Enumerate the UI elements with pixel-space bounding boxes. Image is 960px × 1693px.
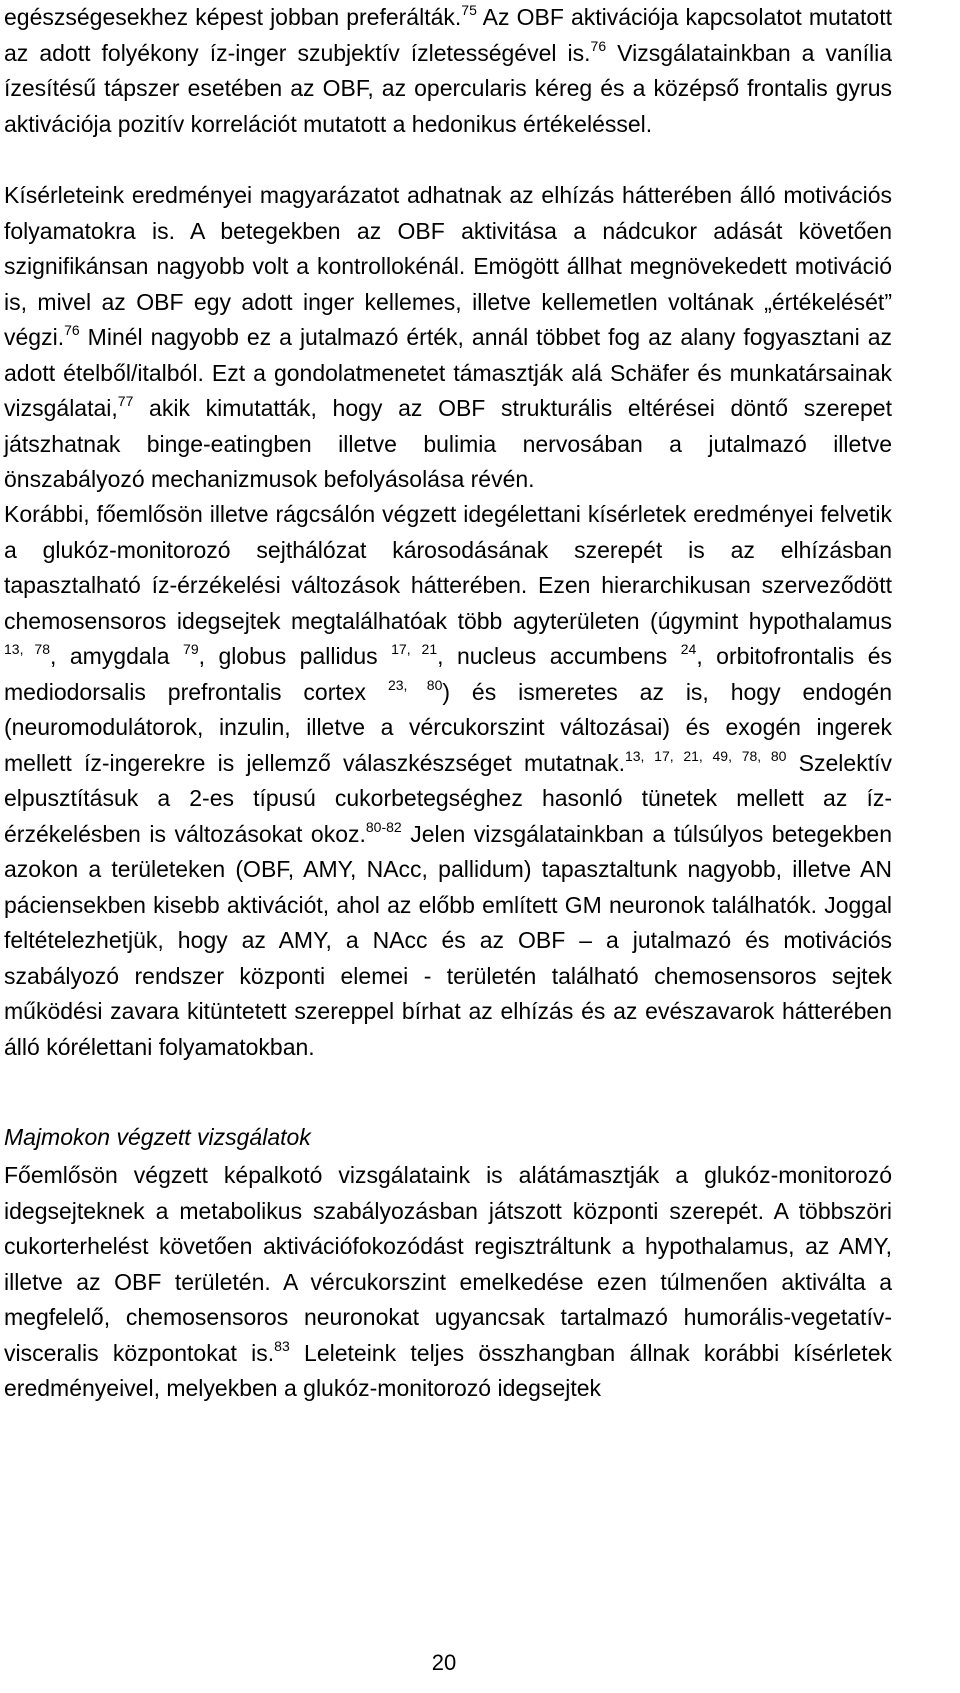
paragraph-3-text-8: Jelen vizsgálatainkban a túlsúlyos betegekben azokon a területeken (OBF, AMY, NAcc, pallidum) tapasztaltunk nagyobb, illetve AN páciensekben kisebb aktivációt, ahol az előbb említett GM neuronok találhatók. Joggal feltételezhetjük, hogy az AMY, a NAcc és az OBF – a jutalmazó és motivációs szabályozó rendszer központi elemei - területén található chemosensoros sejtek működési zavara kitüntetett szereppel bírhat az elhízás és az evészavarok hátterében álló kórélettani folyamatokban. — [4, 820, 892, 1060]
reference-multi: 13, 17, 21, 49, 78, 80 — [624, 747, 787, 764]
paragraph-1-text-2: Az OBF aktivációja kapcsolatot mutatott az adott folyékony íz-inger szubjektív ízletességével is. — [4, 4, 892, 66]
paragraph-1 — [4, 0, 892, 142]
paragraph-1-text-3: Vizsgálatainkban a vanília ízesítésű tápszer esetében az OBF, az opercularis kéreg és a középső frontalis gyrus aktivációja pozitív korrelációt mutatott a hedonikus értékeléssel. — [4, 39, 892, 137]
paragraph-4-text-2: Leleteink teljes összhangban állnak korábbi kísérletek eredményeivel, melyekben a glukóz-monitorozó idegsejtek — [4, 1339, 892, 1401]
paragraph-1-text-1: egészségesekhez képest jobban preferálták. — [4, 4, 462, 30]
reference-80-82: 80-82 — [365, 818, 402, 835]
paragraph-3-text-1: Korábbi, főemlősön illetve rágcsálón végzett idegélettani kísérletek eredményei felvetik a glukóz-monitorozó sejthálózat károsodásának szerepét is az elhízásban tapasztalható íz-érzékelési változások hátterében. Ezen hierarchikusan szerveződött chemosensoros idegsejtek megtalálhatóak több agyterületen (úgymint hypothalamus — [4, 501, 892, 634]
reference-76: 76 — [590, 37, 607, 54]
paragraph-3-text-6: ) és ismeretes az is, hogy endogén (neuromodulátorok, inzulin, illetve a vércukorszint változásai) és exogén ingerek mellett íz-ingerekre is jellemző válaszkészséget mutatnak. — [4, 678, 892, 776]
section-heading: Majmokon végzett vizsgálatok — [4, 1124, 311, 1150]
paragraph-4-text-1: Főemlősön végzett képalkotó vizsgálataink is alátámasztják a glukóz-monitorozó idegsejteknek a metabolikus szabályozásban játszott központi szerepét. A többszöri cukorterhelést követően aktivációfokozódást regisztráltunk a hypothalamus, az AMY, illetve az OBF területén. A vércukorszint emelkedése ezen túlmenően aktiválta a megfelelő, chemosensoros neuronokat ugyancsak tartalmazó humorális-vegetatív-visceralis központokat is. — [4, 1162, 892, 1366]
paragraph-3-text-2: , amygdala — [50, 643, 184, 669]
paragraph-2-text-2: Minél nagyobb ez a jutalmazó érték, annál többet fog az alany fogyasztani az adott ételből/italból. Ezt a gondolatmenetet támasztják alá Schäfer és munkatársainak vizsgálatai, — [4, 324, 892, 421]
paragraph-2-text-3: akik kimutatták, hogy az OBF strukturális eltérései döntő szerepet játszhatnak binge-eatingben illetve bulimia nervosában a jutalmazó illetve önszabályozó mechanizmusok befolyásolása révén. — [4, 395, 892, 492]
reference-77: 77 — [117, 393, 134, 409]
reference-79: 79 — [183, 641, 199, 657]
reference-75: 75 — [461, 2, 477, 18]
reference-24: 24 — [680, 641, 697, 657]
reference-23-80: 23, 80 — [387, 676, 443, 693]
reference-83: 83 — [274, 1337, 290, 1354]
paragraph-3 — [4, 497, 892, 1065]
paragraph-4 — [4, 1158, 892, 1407]
paragraph-3-text-7: Szelektív elpusztításuk a 2-es típusú cukorbetegséghez hasonló tünetek mellett az íz-érzékelésben is változásokat okoz. — [4, 749, 892, 847]
reference-13-78: 13, 78 — [4, 641, 50, 657]
paragraph-2-text-1: Kísérleteink eredményei magyarázatot adhatnak az elhízás hátterében álló motivációs folyamatokra is. A betegekben az OBF aktivitása a nádcukor adását követően szignifikánsan nagyobb volt a kontrollokénál. Emögött állhat megnövekedett motiváció is, mivel az OBF egy adott inger kellemes, illetve kellemetlen voltának „értékelését” végzi. — [4, 182, 892, 350]
paragraph-3-text-5: , orbitofrontalis és mediodorsalis prefrontalis cortex — [4, 643, 892, 705]
page-number: 20 — [431, 1650, 457, 1675]
paragraph-3-text-4: , nucleus accumbens — [437, 643, 681, 669]
paragraph-2 — [4, 178, 892, 498]
paragraph-3-text-3: , globus pallidus — [198, 643, 392, 669]
reference-76b: 76 — [64, 322, 80, 338]
reference-17-21: 17, 21 — [391, 641, 438, 657]
